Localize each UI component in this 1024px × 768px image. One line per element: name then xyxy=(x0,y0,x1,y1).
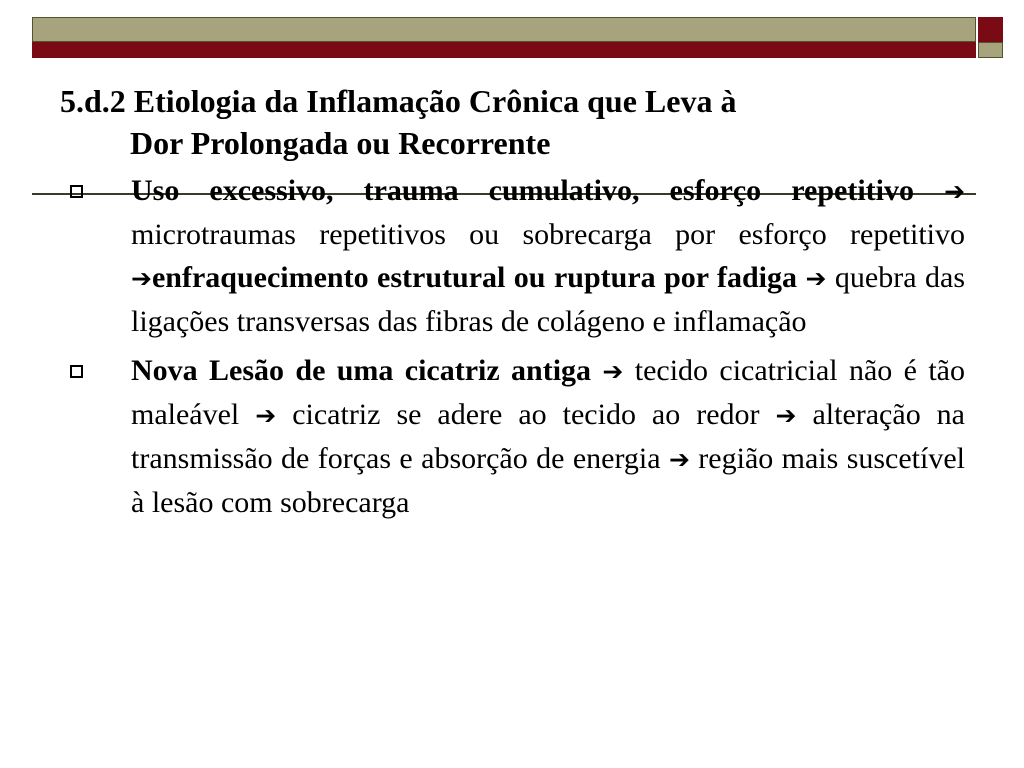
header-olive-square xyxy=(978,42,1003,58)
bullet-2-bold-cause: Nova Lesão de uma cicatriz antiga xyxy=(131,354,592,387)
right-arrow-icon: ➔ xyxy=(131,264,152,293)
right-arrow-icon: ➔ xyxy=(255,401,277,430)
right-arrow-icon: ➔ xyxy=(602,357,624,386)
header-red-band xyxy=(32,42,976,58)
bullet-2-text-1: tecido cicatricial não é tão maleável xyxy=(131,354,965,431)
hollow-square-bullet-icon xyxy=(70,185,83,198)
right-arrow-icon: ➔ xyxy=(805,264,827,293)
bullet-item-overuse xyxy=(60,169,965,343)
title-line-1: 5.d.2 Etiologia da Inflamação Crônica que Leva à xyxy=(60,83,737,119)
bullet-item-scar-reinjury xyxy=(60,349,965,524)
header-olive-band xyxy=(32,17,976,42)
right-arrow-icon: ➔ xyxy=(668,445,690,474)
slide-title xyxy=(60,80,960,164)
bullet-1-bold-effect: enfraquecimento estrutural ou ruptura por fadiga xyxy=(151,261,798,294)
bullet-2-text-4: região mais suscetível à lesão com sobrecarga xyxy=(131,442,965,519)
bullet-2-text-3: alteração na transmissão de forças e absorção de energia xyxy=(131,398,965,475)
bullet-list xyxy=(60,169,965,530)
hollow-square-bullet-icon xyxy=(70,365,83,378)
bullet-1-bold-cause: Uso excessivo, trauma cumulativo, esforço repetitivo xyxy=(131,174,914,207)
bullet-1-text-1: microtraumas repetitivos ou sobrecarga por esforço repetitivo xyxy=(131,218,965,251)
right-arrow-icon: ➔ xyxy=(775,401,797,430)
bullet-1-text-2: quebra das ligações transversas das fibras de colágeno e inflamação xyxy=(131,261,965,338)
bullet-2-text-2: cicatriz se adere ao tecido ao redor xyxy=(292,398,760,431)
right-arrow-icon: ➔ xyxy=(944,177,966,206)
title-line-2: Dor Prolongada ou Recorrente xyxy=(130,125,551,161)
header-red-square xyxy=(978,17,1003,42)
